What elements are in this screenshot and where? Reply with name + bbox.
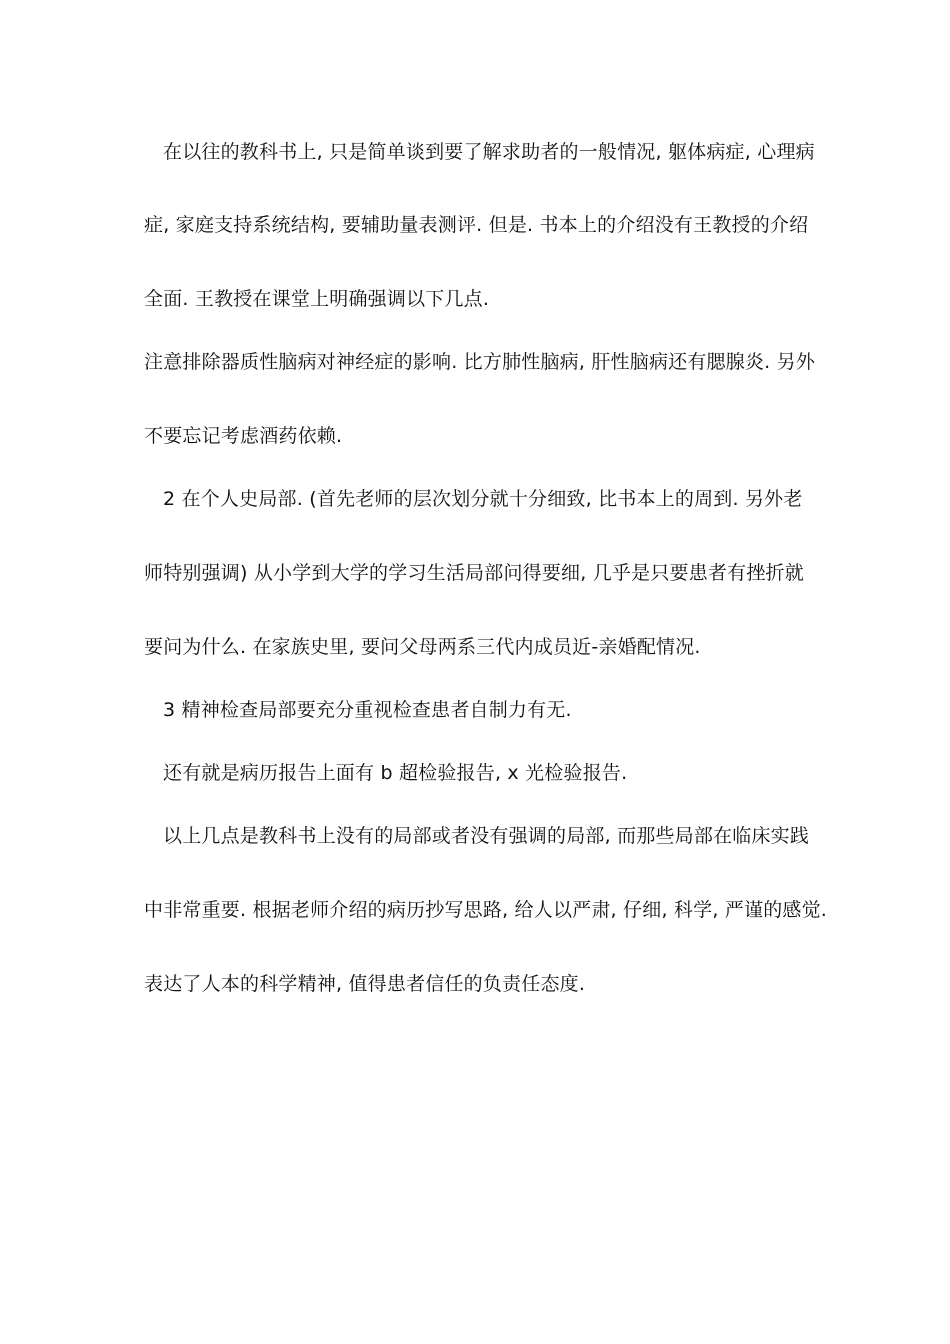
text-line-12: 中非常重要. 根据老师介绍的病历抄写思路, 给人以严肃, 仔细, 科学, 严谨的感觉. (144, 899, 828, 921)
text-line-4: 注意排除器质性脑病对神经症的影响. 比方肺性脑病, 肝性脑病还有腮腺炎. 另外 (144, 351, 816, 373)
text-line-13: 表达了人本的科学精神, 值得患者信任的负责任态度. (144, 973, 586, 995)
text-line-1: 在以往的教科书上, 只是简单谈到要了解求助者的一般情况, 躯体病症, 心理病 (163, 141, 815, 163)
text-line-2: 症, 家庭支持系统结构, 要辅助量表测评. 但是. 书本上的介绍没有王教授的介绍 (144, 214, 809, 236)
text-line-10: 还有就是病历报告上面有 b 超检验报告, x 光检验报告. (163, 762, 628, 784)
text-line-9: 3 精神检查局部要充分重视检查患者自制力有无. (163, 699, 572, 721)
text-line-8: 要问为什么. 在家族史里, 要问父母两系三代内成员近-亲婚配情况. (144, 636, 701, 658)
text-line-5: 不要忘记考虑酒药依赖. (144, 425, 343, 447)
text-line-3: 全面. 王教授在课堂上明确强调以下几点. (144, 288, 490, 310)
text-line-6: 2 在个人史局部. (首先老师的层次划分就十分细致, 比书本上的周到. 另外老 (163, 488, 803, 510)
text-line-11: 以上几点是教科书上没有的局部或者没有强调的局部, 而那些局部在临床实践 (163, 825, 810, 847)
text-line-7: 师特别强调) 从小学到大学的学习生活局部问得要细, 几乎是只要患者有挫折就 (144, 562, 804, 584)
